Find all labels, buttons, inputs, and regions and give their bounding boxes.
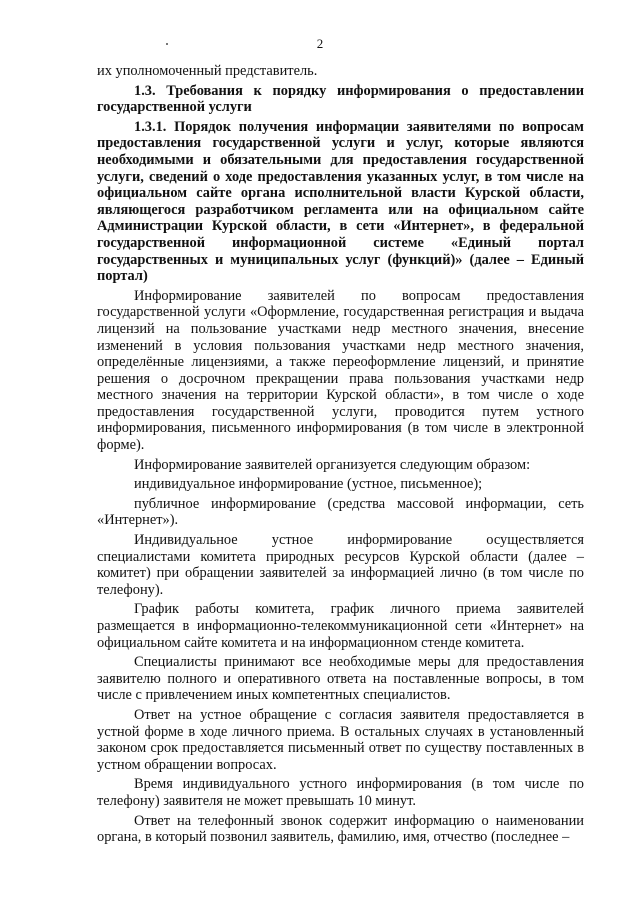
body-paragraph: Индивидуальное устное информирование осуществляется специалистами комитета природных ресурсов Курской области (далее – комитет) при обращении заявителей за информацией лично (в том числе по телефону).	[97, 532, 584, 598]
body-paragraph: Время индивидуального устного информирования (в том числе по телефону) заявителя не может превышать 10 минут.	[97, 776, 584, 809]
body-paragraph: Информирование заявителей организуется следующим образом:	[134, 456, 531, 473]
section-heading: 1.3.1. Порядок получения информации заявителями по вопросам предоставления государственной услуги и услуг, которые являются необходимыми и обязательными для предоставления государственной услуги, сведений о ходе предоставления указанных услуг, в том числе на официальном сайте органа исполнительной власти Курской области, являющегося разработчиком регламента или на официальном сайте Администрации Курской области, в сети «Интернет», в федеральной государственной информационной системе «Единый портал государственных и муниципальных услуг (функций)» (далее – Единый портал)	[97, 118, 584, 285]
body-paragraph: публичное информирование (средства массовой информации, сеть «Интернет»).	[97, 495, 584, 529]
body-paragraph: их уполномоченный представитель.	[97, 63, 318, 79]
body-paragraph: Ответ на устное обращение с согласия заявителя предоставляется в устной форме в ходе личного приема. В остальных случаях в установленный законом срок предоставляется письменный ответ по существу поставленных в устном обращении вопросах.	[97, 706, 584, 773]
body-paragraph: индивидуальное информирование (устное, письменное);	[134, 476, 483, 493]
body-paragraph: Информирование заявителей по вопросам предоставления государственной услуги «Оформление, государственная регистрация и выдача лицензий на пользование участками недр местного значения, внесение изменений в условия пользования участками недр местного значения, определённые лицензиями, а также переоформление лицензий, и принятие решения о досрочном прекращении права пользования участками недр местного значения на территории Курской области», в том числе о ходе предоставления государственной услуги, проводится путем устного информирования, письменного информирования (в том числе в электронной форме).	[97, 287, 584, 454]
section-heading: 1.3. Требования к порядку информирования о предоставлении государственной услуги	[97, 82, 584, 116]
body-paragraph: Ответ на телефонный звонок содержит информацию о наименовании органа, в который позвонил заявитель, фамилию, имя, отчество (последнее –	[97, 812, 584, 846]
scan-speck	[166, 43, 168, 45]
body-paragraph: Специалисты принимают все необходимые меры для предоставления заявителю полного и оперативного ответа на поставленные вопросы, в том числе с привлечением иных компетентных специалистов.	[97, 654, 584, 704]
page-number: 2	[316, 36, 324, 51]
document-body	[97, 63, 584, 849]
body-paragraph: График работы комитета, график личного приема заявителей размещается в информационно-телекоммуникационной сети «Интернет» на официальном сайте комитета и на информационном стенде комитета.	[97, 601, 584, 651]
